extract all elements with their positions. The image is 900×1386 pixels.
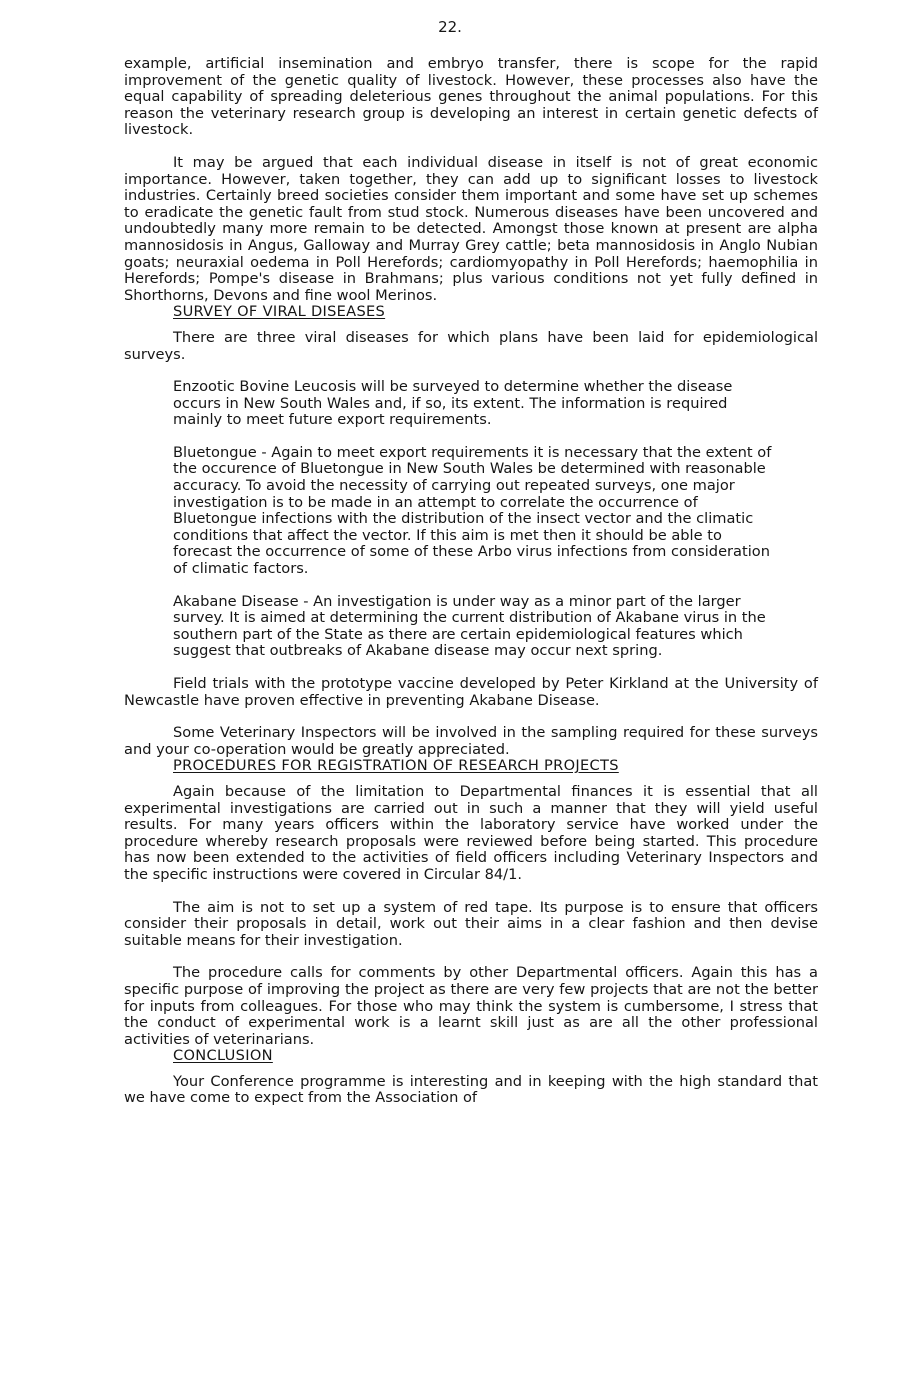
section-heading-conclusion: CONCLUSION <box>173 1047 273 1065</box>
paragraph-procedures-comments: The procedure calls for comments by other Departmental officers. Again this has a specific purpose of improving the project as there are very few projects that are not the better for inputs from colleagues. For those who may think the system is cumbersome, I stress that the conduct of experimental work is a learnt skill just as are all the other professional activities of veterinarians. <box>124 964 818 1048</box>
paragraph-genetic-quality: example, artificial insemination and embryo transfer, there is scope for the rapid improvement of the genetic quality of livestock. However, these processes also have the equal capability of spreading deleterious genes throughout the animal populations. For this reason the veterinary research group is developing an interest in certain genetic defects of livestock. <box>124 55 818 139</box>
paragraph-inspectors: Some Veterinary Inspectors will be involved in the sampling required for these surveys and your co-operation would be greatly appreciated. <box>124 724 818 758</box>
list-item-akabane: Akabane Disease - An investigation is under way as a minor part of the larger survey. It is aimed at determining the current distribution of Akabane virus in the southern part of the State as there are certain epidemiological features which suggest that outbreaks of Akabane disease may occur next spring. <box>173 592 766 660</box>
list-item-bluetongue: Bluetongue - Again to meet export requirements it is necessary that the extent of the occurence of Bluetongue in New South Wales be determined with reasonable accuracy. To avoid the necessity of carrying out repeated surveys, one major investigation is to be made in an attempt to correlate the occurrence of Bluetongue infections with the distribution of the insect vector and the climatic conditions that affect the vector. If this aim is met then it should be able to forecast the occurrence of some of these Arbo virus infections from consideration of climatic factors. <box>173 443 772 578</box>
paragraph-field-trials: Field trials with the prototype vaccine developed by Peter Kirkland at the University of Newcastle have proven effective in preventing Akabane Disease. <box>124 675 818 709</box>
paragraph-viral-intro: There are three viral diseases for which plans have been laid for epidemiological surveys. <box>124 328 818 363</box>
section-heading-procedures: PROCEDURES FOR REGISTRATION OF RESEARCH PROJECTS <box>173 757 619 775</box>
paragraph-genetic-defects: It may be argued that each individual disease in itself is not of great economic importance. However, taken together, they can add up to significant losses to livestock industries. Certainly breed societies consider them important and some have set up schemes to eradicate the genetic fault from stud stock. Numerous diseases have been uncovered and undoubtedly many more remain to be detected. Amongst those known at present are alpha mannosidosis in Angus, Galloway and Murray Grey cattle; beta mannosidosis in Anglo Nubian goats; neuraxial oedema in Poll Herefords; cardiomyopathy in Poll Herefords; haemophilia in Herefords; Pompe's disease in Brahmans; plus various conditions not yet fully defined in Shorthorns, Devons and fine wool Merinos. <box>124 153 818 304</box>
paragraph-procedures-aim: The aim is not to set up a system of red tape. Its purpose is to ensure that officers consider their proposals in detail, work out their aims in a clear fashion and then devise suitable means for their investigation. <box>124 898 818 949</box>
section-heading-viral-diseases: SURVEY OF VIRAL DISEASES <box>173 303 386 321</box>
paragraph-procedures-finances: Again because of the limitation to Departmental finances it is essential that all experimental investigations are carried out in such a manner that they will yield useful results. For many years officers within the laboratory service have worked under the procedure whereby research proposals were reviewed before being started. This procedure has now been extended to the activities of field officers including Veterinary Inspectors and the specific instructions were covered in Circular 84/1. <box>124 782 818 883</box>
paragraph-conclusion: Your Conference programme is interesting and in keeping with the high standard that we have come to expect from the Association of <box>124 1072 818 1107</box>
body-text <box>124 56 818 1107</box>
page-number: 22. <box>438 18 462 36</box>
list-item-leucosis: Enzootic Bovine Leucosis will be surveyed to determine whether the disease occurs in New South Wales and, if so, its extent. The information is required mainly to meet future export requirements. <box>173 378 733 429</box>
